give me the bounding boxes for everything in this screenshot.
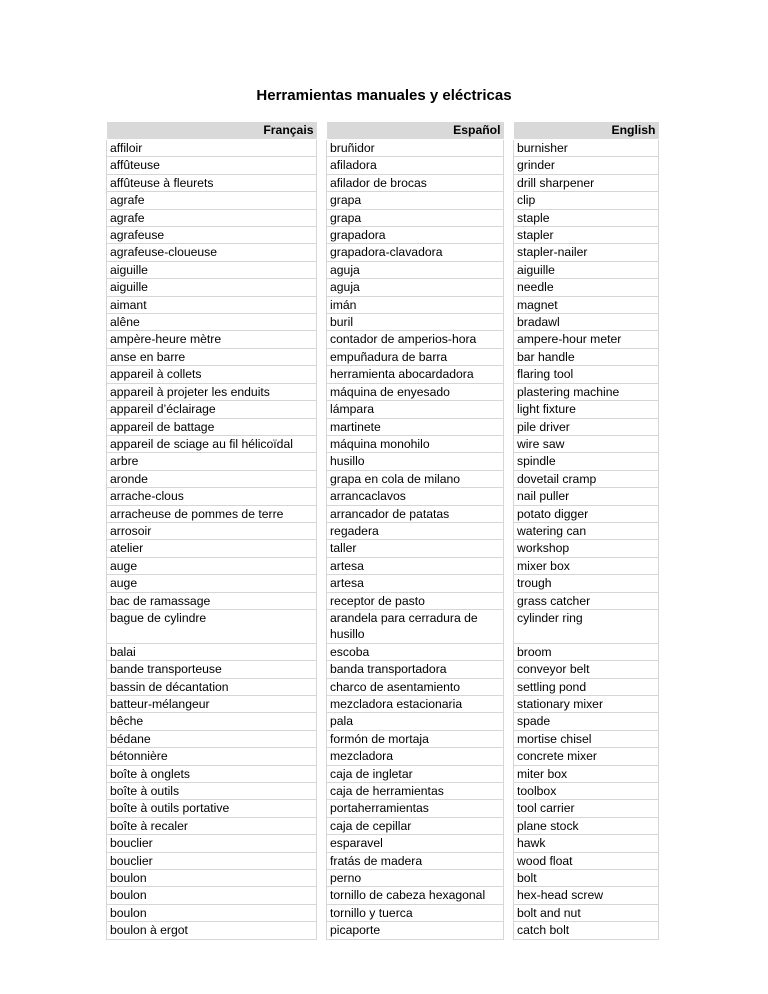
cell-english: drill sharpener	[514, 174, 659, 191]
cell-french: aimant	[107, 296, 317, 313]
cell-spanish: martinete	[327, 418, 504, 435]
column-gap	[317, 678, 327, 695]
column-gap	[504, 366, 514, 383]
column-gap	[317, 383, 327, 400]
cell-french: arbre	[107, 453, 317, 470]
cell-english: potato digger	[514, 505, 659, 522]
cell-english: hawk	[514, 835, 659, 852]
cell-english: plastering machine	[514, 383, 659, 400]
cell-spanish: artesa	[327, 575, 504, 592]
cell-spanish: imán	[327, 296, 504, 313]
table-row	[107, 227, 659, 244]
cell-french: bouclier	[107, 835, 317, 852]
cell-french: boîte à onglets	[107, 765, 317, 782]
cell-spanish: mezcladora	[327, 748, 504, 765]
cell-english: wood float	[514, 852, 659, 869]
column-gap	[317, 765, 327, 782]
column-gap	[317, 696, 327, 713]
cell-french: affûteuse	[107, 157, 317, 174]
table-row	[107, 748, 659, 765]
cell-spanish: afiladora	[327, 157, 504, 174]
cell-french: aiguille	[107, 279, 317, 296]
cell-english: grinder	[514, 157, 659, 174]
column-gap	[504, 244, 514, 261]
cell-spanish: artesa	[327, 557, 504, 574]
column-gap	[317, 748, 327, 765]
column-gap	[317, 157, 327, 174]
table-row	[107, 800, 659, 817]
column-gap	[504, 765, 514, 782]
cell-french: appareil de battage	[107, 418, 317, 435]
glossary-body	[107, 140, 659, 940]
column-gap	[504, 296, 514, 313]
cell-spanish: receptor de pasto	[327, 592, 504, 609]
column-gap	[504, 209, 514, 226]
cell-french: appareil d’éclairage	[107, 401, 317, 418]
glossary-header	[107, 122, 659, 140]
cell-english: bolt and nut	[514, 904, 659, 921]
column-gap	[504, 817, 514, 834]
column-gap	[504, 157, 514, 174]
table-row	[107, 609, 659, 643]
column-gap	[504, 678, 514, 695]
cell-french: bande transporteuse	[107, 661, 317, 678]
column-gap	[504, 418, 514, 435]
table-row	[107, 401, 659, 418]
cell-english: conveyor belt	[514, 661, 659, 678]
column-gap	[317, 540, 327, 557]
cell-spanish: fratás de madera	[327, 852, 504, 869]
cell-spanish: buril	[327, 314, 504, 331]
table-row	[107, 453, 659, 470]
cell-spanish: pala	[327, 713, 504, 730]
column-gap	[504, 261, 514, 278]
cell-spanish: contador de amperios-hora	[327, 331, 504, 348]
cell-spanish: lámpara	[327, 401, 504, 418]
column-gap	[317, 817, 327, 834]
cell-spanish: arandela para cerradura de husillo	[327, 609, 504, 643]
cell-french: auge	[107, 575, 317, 592]
cell-french: bétonnière	[107, 748, 317, 765]
column-gap	[317, 870, 327, 887]
column-gap	[504, 383, 514, 400]
table-row	[107, 852, 659, 869]
cell-french: affûteuse à fleurets	[107, 174, 317, 191]
cell-english: workshop	[514, 540, 659, 557]
cell-spanish: aguja	[327, 261, 504, 278]
column-gap	[317, 783, 327, 800]
column-gap	[317, 314, 327, 331]
cell-english: toolbox	[514, 783, 659, 800]
cell-french: appareil de sciage au fil hélicoïdal	[107, 435, 317, 452]
column-gap	[504, 696, 514, 713]
cell-english: mortise chisel	[514, 730, 659, 747]
table-row	[107, 817, 659, 834]
cell-spanish: tornillo de cabeza hexagonal	[327, 887, 504, 904]
column-gap	[504, 522, 514, 539]
table-row	[107, 366, 659, 383]
cell-french: agrafeuse	[107, 227, 317, 244]
cell-spanish: máquina de enyesado	[327, 383, 504, 400]
table-row	[107, 174, 659, 191]
cell-spanish: grapa en cola de milano	[327, 470, 504, 487]
table-row	[107, 157, 659, 174]
table-row	[107, 765, 659, 782]
column-gap	[504, 592, 514, 609]
cell-english: aiguille	[514, 261, 659, 278]
column-gap	[504, 505, 514, 522]
column-gap	[504, 887, 514, 904]
table-row	[107, 279, 659, 296]
cell-english: spade	[514, 713, 659, 730]
table-row	[107, 730, 659, 747]
cell-english: stationary mixer	[514, 696, 659, 713]
column-gap	[317, 296, 327, 313]
column-gap	[317, 661, 327, 678]
cell-english: broom	[514, 643, 659, 660]
cell-english: mixer box	[514, 557, 659, 574]
table-row	[107, 922, 659, 939]
table-row	[107, 348, 659, 365]
column-gap	[317, 609, 327, 643]
column-gap	[504, 140, 514, 157]
cell-spanish: husillo	[327, 453, 504, 470]
column-gap	[504, 174, 514, 191]
cell-english: catch bolt	[514, 922, 659, 939]
cell-french: bassin de décantation	[107, 678, 317, 695]
cell-french: boulon à ergot	[107, 922, 317, 939]
column-gap	[317, 418, 327, 435]
cell-french: bêche	[107, 713, 317, 730]
cell-french: anse en barre	[107, 348, 317, 365]
cell-english: staple	[514, 209, 659, 226]
cell-english: dovetail cramp	[514, 470, 659, 487]
cell-french: agrafe	[107, 209, 317, 226]
column-gap	[504, 435, 514, 452]
cell-english: stapler-nailer	[514, 244, 659, 261]
cell-english: bolt	[514, 870, 659, 887]
table-row	[107, 643, 659, 660]
column-gap	[317, 366, 327, 383]
table-row	[107, 192, 659, 209]
column-gap	[317, 401, 327, 418]
column-gap	[504, 922, 514, 939]
column-gap	[504, 279, 514, 296]
table-row	[107, 296, 659, 313]
column-gap	[504, 748, 514, 765]
cell-french: boîte à recaler	[107, 817, 317, 834]
column-gap	[317, 730, 327, 747]
column-gap	[317, 557, 327, 574]
cell-spanish: grapa	[327, 192, 504, 209]
cell-french: bac de ramassage	[107, 592, 317, 609]
table-row	[107, 887, 659, 904]
cell-spanish: grapadora	[327, 227, 504, 244]
cell-english: stapler	[514, 227, 659, 244]
cell-spanish: regadera	[327, 522, 504, 539]
table-row	[107, 505, 659, 522]
column-gap	[504, 470, 514, 487]
column-gap	[317, 244, 327, 261]
cell-french: bouclier	[107, 852, 317, 869]
cell-french: agrafeuse-cloueuse	[107, 244, 317, 261]
cell-spanish: caja de cepillar	[327, 817, 504, 834]
column-gap	[504, 453, 514, 470]
cell-spanish: caja de herramientas	[327, 783, 504, 800]
column-gap	[317, 140, 327, 157]
column-gap	[317, 488, 327, 505]
cell-english: wire saw	[514, 435, 659, 452]
cell-french: appareil à collets	[107, 366, 317, 383]
cell-english: clip	[514, 192, 659, 209]
cell-french: boîte à outils portative	[107, 800, 317, 817]
column-gap	[317, 713, 327, 730]
cell-french: aiguille	[107, 261, 317, 278]
column-gap	[504, 557, 514, 574]
table-row	[107, 261, 659, 278]
cell-french: alêne	[107, 314, 317, 331]
cell-spanish: mezcladora estacionaria	[327, 696, 504, 713]
header-gap	[504, 122, 514, 140]
column-gap	[317, 835, 327, 852]
table-row	[107, 575, 659, 592]
column-gap	[317, 643, 327, 660]
table-row	[107, 661, 659, 678]
column-gap	[317, 575, 327, 592]
cell-spanish: perno	[327, 870, 504, 887]
column-gap	[504, 904, 514, 921]
cell-english: miter box	[514, 765, 659, 782]
column-gap	[504, 314, 514, 331]
table-row	[107, 209, 659, 226]
table-row	[107, 540, 659, 557]
table-row	[107, 522, 659, 539]
cell-french: boulon	[107, 904, 317, 921]
cell-english: pile driver	[514, 418, 659, 435]
column-gap	[317, 331, 327, 348]
column-gap	[317, 348, 327, 365]
table-row	[107, 331, 659, 348]
cell-spanish: empuñadura de barra	[327, 348, 504, 365]
table-row	[107, 783, 659, 800]
cell-french: batteur-mélangeur	[107, 696, 317, 713]
column-gap	[317, 852, 327, 869]
cell-english: grass catcher	[514, 592, 659, 609]
header-spanish: Español	[327, 122, 504, 140]
column-gap	[317, 279, 327, 296]
cell-spanish: escoba	[327, 643, 504, 660]
cell-english: watering can	[514, 522, 659, 539]
table-row	[107, 713, 659, 730]
cell-french: agrafe	[107, 192, 317, 209]
cell-english: trough	[514, 575, 659, 592]
cell-english: bradawl	[514, 314, 659, 331]
cell-spanish: taller	[327, 540, 504, 557]
cell-french: ampère-heure mètre	[107, 331, 317, 348]
cell-spanish: grapadora-clavadora	[327, 244, 504, 261]
column-gap	[504, 713, 514, 730]
page-title: Herramientas manuales y eléctricas	[256, 87, 512, 104]
cell-english: hex-head screw	[514, 887, 659, 904]
cell-french: bague de cylindre	[107, 609, 317, 643]
cell-french: boîte à outils	[107, 783, 317, 800]
column-gap	[317, 922, 327, 939]
cell-spanish: afilador de brocas	[327, 174, 504, 191]
table-row	[107, 870, 659, 887]
cell-spanish: caja de ingletar	[327, 765, 504, 782]
column-gap	[317, 209, 327, 226]
cell-spanish: formón de mortaja	[327, 730, 504, 747]
cell-french: balai	[107, 643, 317, 660]
cell-french: atelier	[107, 540, 317, 557]
cell-spanish: charco de asentamiento	[327, 678, 504, 695]
cell-english: plane stock	[514, 817, 659, 834]
cell-french: boulon	[107, 887, 317, 904]
table-row	[107, 557, 659, 574]
header-gap	[317, 122, 327, 140]
column-gap	[317, 261, 327, 278]
column-gap	[504, 227, 514, 244]
cell-english: bar handle	[514, 348, 659, 365]
cell-spanish: arrancaclavos	[327, 488, 504, 505]
cell-english: spindle	[514, 453, 659, 470]
table-row	[107, 383, 659, 400]
cell-french: boulon	[107, 870, 317, 887]
table-row	[107, 592, 659, 609]
column-gap	[504, 643, 514, 660]
column-gap	[317, 192, 327, 209]
header-french: Français	[107, 122, 317, 140]
column-gap	[317, 453, 327, 470]
column-gap	[504, 730, 514, 747]
cell-spanish: herramienta abocardadora	[327, 366, 504, 383]
cell-english: burnisher	[514, 140, 659, 157]
cell-english: concrete mixer	[514, 748, 659, 765]
cell-english: needle	[514, 279, 659, 296]
cell-english: ampere-hour meter	[514, 331, 659, 348]
cell-english: flaring tool	[514, 366, 659, 383]
table-row	[107, 314, 659, 331]
column-gap	[504, 783, 514, 800]
table-row	[107, 470, 659, 487]
table-row	[107, 244, 659, 261]
cell-english: tool carrier	[514, 800, 659, 817]
cell-french: appareil à projeter les enduits	[107, 383, 317, 400]
column-gap	[504, 852, 514, 869]
table-row	[107, 488, 659, 505]
column-gap	[317, 887, 327, 904]
cell-spanish: esparavel	[327, 835, 504, 852]
column-gap	[504, 488, 514, 505]
column-gap	[504, 575, 514, 592]
table-row	[107, 678, 659, 695]
column-gap	[317, 505, 327, 522]
cell-english: cylinder ring	[514, 609, 659, 643]
cell-spanish: máquina monohilo	[327, 435, 504, 452]
cell-spanish: portaherramientas	[327, 800, 504, 817]
table-row	[107, 418, 659, 435]
cell-english: light fixture	[514, 401, 659, 418]
column-gap	[317, 522, 327, 539]
table-row	[107, 904, 659, 921]
table-row	[107, 140, 659, 157]
cell-spanish: bruñidor	[327, 140, 504, 157]
cell-french: auge	[107, 557, 317, 574]
cell-spanish: banda transportadora	[327, 661, 504, 678]
cell-french: bédane	[107, 730, 317, 747]
cell-french: arrosoir	[107, 522, 317, 539]
cell-spanish: grapa	[327, 209, 504, 226]
column-gap	[317, 227, 327, 244]
column-gap	[317, 592, 327, 609]
column-gap	[504, 609, 514, 643]
column-gap	[504, 331, 514, 348]
column-gap	[504, 800, 514, 817]
cell-french: aronde	[107, 470, 317, 487]
cell-english: settling pond	[514, 678, 659, 695]
column-gap	[504, 401, 514, 418]
header-row	[107, 122, 659, 140]
cell-english: nail puller	[514, 488, 659, 505]
cell-spanish: picaporte	[327, 922, 504, 939]
column-gap	[504, 661, 514, 678]
cell-spanish: arrancador de patatas	[327, 505, 504, 522]
column-gap	[317, 800, 327, 817]
column-gap	[317, 174, 327, 191]
column-gap	[317, 435, 327, 452]
column-gap	[317, 470, 327, 487]
cell-spanish: tornillo y tuerca	[327, 904, 504, 921]
column-gap	[317, 904, 327, 921]
table-row	[107, 435, 659, 452]
header-english: English	[514, 122, 659, 140]
cell-french: affiloir	[107, 140, 317, 157]
table-row	[107, 696, 659, 713]
cell-spanish: aguja	[327, 279, 504, 296]
cell-french: arracheuse de pommes de terre	[107, 505, 317, 522]
table-row	[107, 835, 659, 852]
column-gap	[504, 540, 514, 557]
column-gap	[504, 192, 514, 209]
cell-english: magnet	[514, 296, 659, 313]
cell-french: arrache-clous	[107, 488, 317, 505]
glossary-table	[106, 122, 659, 940]
column-gap	[504, 835, 514, 852]
column-gap	[504, 348, 514, 365]
column-gap	[504, 870, 514, 887]
